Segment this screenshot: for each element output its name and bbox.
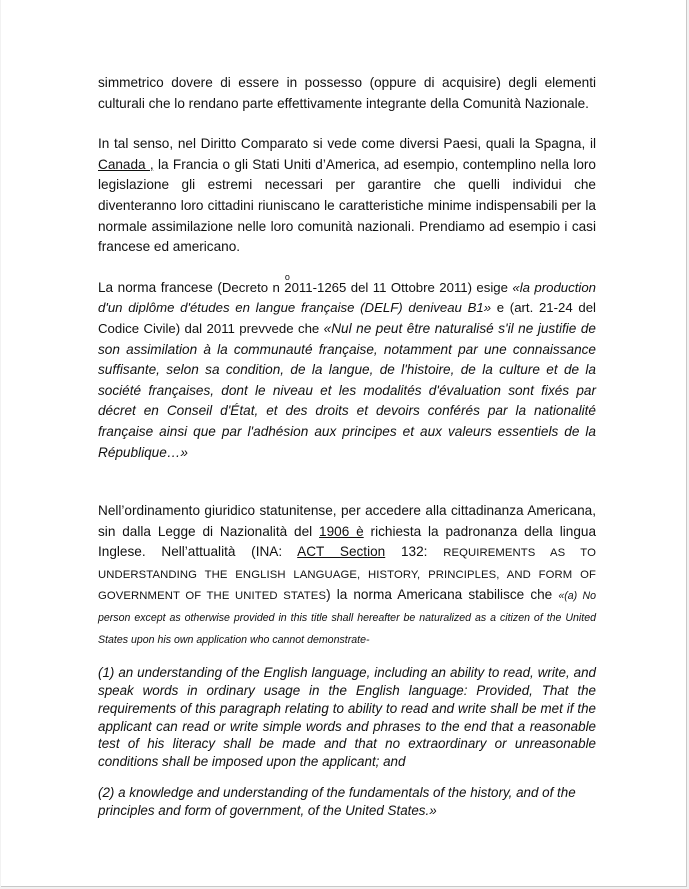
requirement-1: (1) an understanding of the English language, including an ability to read, write, and speak words in ordinary usage in the English language: Provided, That the requirements of this paragraph relating to ability to read and write shall be met if the applicant can read or write simple words and phrases to the end that a reasonable test of his literacy shall be made and that no extraordinary or unreasonable conditions shall be imposed upon the applicant; and [98, 665, 596, 770]
paragraph-4-text-c: 132: [385, 544, 444, 560]
paragraph-1 [98, 73, 596, 114]
paragraph-2-text-b: la Francia o gli Stati Uniti d’America, ad esempio, contemplino nella loro legislazione gli estremi necessari per garantire che quelli individui che diventeranno loro cittadini riuniscano le caratteristiche minime indispensabili per la normale assimilazione nelle loro comunità nazionali. Prendiamo ad esempio i casi francese ed americano. [98, 156, 596, 255]
paragraph-4-text-d: ) la norma Americana stabilisce che [326, 587, 559, 603]
paragraph-2-text-a: In tal senso, nel Diritto Comparato si vede come diversi Paesi, quali la Spagna, il [98, 136, 596, 152]
french-quote-1: «la production d'un diplôme d'études en langue française (DELF) deniveau B1» [98, 279, 596, 316]
paragraph-4 [98, 501, 596, 650]
decreto-number: 2011-1265 del 11 Ottobre 2011) esige [279, 279, 513, 295]
paragraph-3 [98, 271, 596, 463]
us-quote-intro: «(a) No person except as otherwise provided in this title shall hereafter be naturalized as a citizen of the United States upon his own application who cannot demonstrate- [98, 590, 596, 646]
canada-link[interactable]: Canada , [98, 156, 154, 172]
paragraph-1-text: simmetrico dovere di essere in possesso (oppure di acquisire) degli elementi culturali che lo rendano parte effettivamente integrante della Comunità Nazionale. [98, 75, 596, 111]
paragraph-6 [98, 784, 596, 820]
paragraph-3-text-c: e (art. 21-24 del Codice Civile) dal 2011 prevvede che [98, 300, 596, 336]
year-1906-link[interactable]: 1906 è [319, 523, 364, 539]
section-heading-caps: REQUIREMENTS AS TO UNDERSTANDING THE ENGLISH LANGUAGE, HISTORY, PRINCIPLES, AND FORM OF GOVERNMENT OF THE UNITED STATES [98, 547, 596, 603]
paragraph-3-text-a: La norma francese ( [98, 279, 222, 295]
decreto-label: Decreto n [221, 279, 280, 295]
requirement-2: (2) a knowledge and understanding of the fundamentals of the history, and of the principles and form of government, of the United States.» [98, 785, 576, 818]
document-page [1, 0, 687, 887]
page-content [98, 72, 596, 820]
paragraph-2 [98, 134, 596, 258]
paragraph-4-text-b: richiesta la padronanza della lingua Inglese. Nell’attualità (INA: [98, 523, 597, 560]
paragraph-5 [98, 664, 596, 771]
french-quote-2: «Nul ne peut être naturalisé s'il ne justifie de son assimilation à la communauté française, notamment par une connaissance suffisante, selon sa condition, de la langue, de l'histoire, de la culture et de la société françaises, dont le niveau et les modalités d'évaluation sont fixés par décret en Conseil d'État, et des droits et devoirs conférés par la nationalité française ainsi que par l'adhésion aux principes et aux valeurs essentiels de la République…» [98, 320, 596, 460]
act-section-link[interactable]: ACT Section [297, 544, 386, 560]
decreto-reference [221, 271, 290, 295]
degree-mark: o [284, 271, 290, 282]
paragraph-4-text-a: Nell’ordinamento giuridico statunitense, per accedere alla cittadinanza Americana, sin dalla Legge di Nazionalità del [98, 503, 596, 539]
